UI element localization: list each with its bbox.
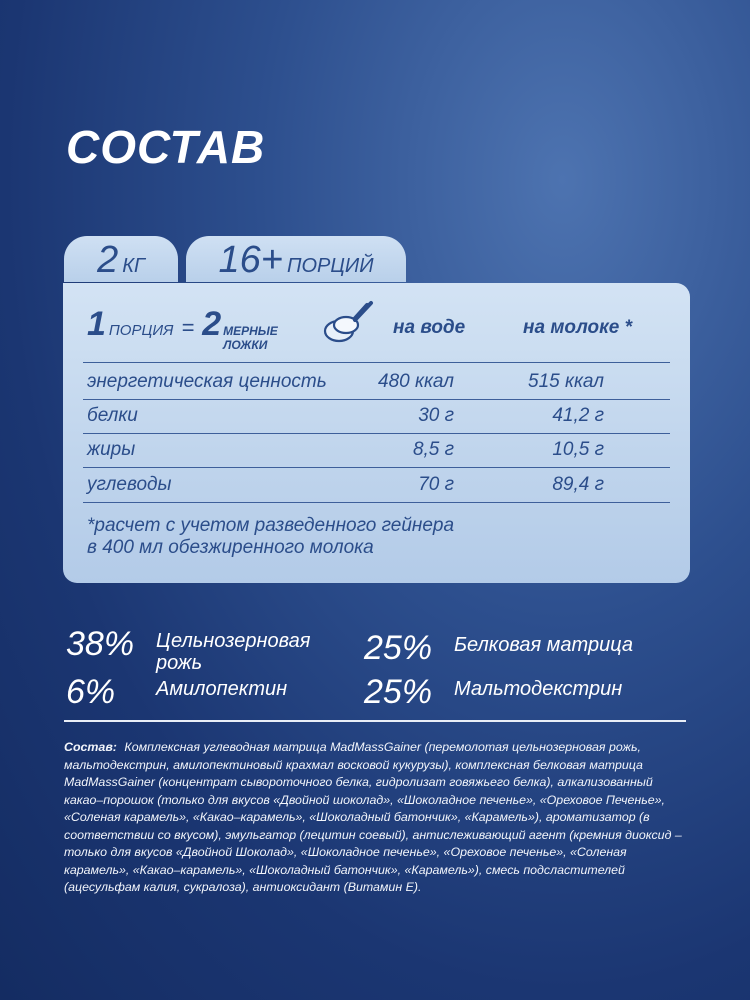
servings-badge bbox=[186, 236, 406, 282]
row-milk-value: 515 ккал bbox=[528, 371, 604, 392]
footnote-line2: в 400 мл обезжиренного молока bbox=[87, 537, 374, 558]
stat-item bbox=[364, 630, 633, 666]
row-milk-value: 41,2 г bbox=[552, 405, 604, 426]
row-label: энергетическая ценность bbox=[87, 371, 327, 392]
stat-item bbox=[66, 674, 287, 710]
servings-unit: ПОРЦИЙ bbox=[286, 255, 374, 277]
weight-badge bbox=[64, 236, 178, 282]
stat-description bbox=[156, 630, 310, 674]
nutrition-header bbox=[87, 303, 670, 352]
serving-equation bbox=[87, 305, 278, 352]
stat-description: Белковая матрица bbox=[454, 634, 633, 656]
stat-description: Амилопектин bbox=[156, 678, 288, 700]
milk-footnote bbox=[87, 515, 454, 559]
servings-value: 16+ bbox=[218, 239, 283, 281]
row-label: белки bbox=[87, 405, 138, 426]
stat-percent: 6% bbox=[66, 673, 116, 711]
nutrition-panel bbox=[63, 283, 690, 583]
ingredients-text bbox=[64, 739, 688, 897]
spoon-label-line2: ЛОЖКИ bbox=[223, 338, 268, 352]
stat-percent: 38% bbox=[66, 625, 135, 663]
ingredients-body: Комплексная углеводная матрица MadMassGainer (перемолотая цельнозерновая рожь, мальтодекстрин, амилопектиновый крахмал восковой кукурузы), комплексная белковая матрица MadMassGainer (концентрат сывороточного белка, гидролизат говяжьего белка), алкализованный какао–порошок (только для вкусов «Двойной шоколад», «Шоколадное печенье», «Ореховое Печенье», «Соленая карамель», «Какао–карамель», «Шоколадный батончик», «Карамель»), ароматизатор (в соответствии со вкусом), эмульгатор (лецитин соевый), антислеживающий агент (кремния диоксид – только для вкусов «Двойной Шоколад», «Шоколадное печенье», «Ореховое печенье», «Соленая карамель», «Какао–карамель», «Шоколадный батончик», «Карамель»), смесь подсластителей (ацесульфам калия, сукралоза), антиоксидант (Витамин Е). bbox=[64, 740, 682, 894]
row-milk-value: 10,5 г bbox=[552, 439, 604, 460]
spoon-label-line1: МЕРНЫЕ bbox=[223, 324, 278, 338]
equals-sign: = bbox=[181, 315, 195, 340]
footnote-line1: *расчет с учетом разведенного гейнера bbox=[87, 515, 455, 536]
table-row bbox=[87, 435, 670, 467]
stat-description-line1: Цельнозерновая bbox=[156, 630, 311, 652]
row-water-value: 70 г bbox=[418, 474, 454, 495]
column-milk: на молоке * bbox=[523, 317, 633, 338]
row-water-value: 30 г bbox=[418, 405, 454, 426]
row-water-value: 480 ккал bbox=[378, 371, 454, 392]
row-divider bbox=[83, 433, 670, 434]
spoon-count: 2 bbox=[202, 305, 222, 343]
table-row bbox=[87, 470, 670, 502]
stat-description: Мальтодекстрин bbox=[454, 678, 623, 700]
page-title: СОСТАВ bbox=[66, 121, 266, 173]
spoon-label bbox=[223, 324, 278, 352]
table-row bbox=[87, 401, 670, 433]
stat-percent: 25% bbox=[364, 673, 433, 711]
weight-value: 2 bbox=[97, 239, 119, 281]
stat-description-line2: рожь bbox=[156, 652, 203, 674]
table-row bbox=[87, 367, 670, 399]
header-divider bbox=[83, 362, 670, 363]
ingredients-label: Состав: bbox=[64, 740, 117, 754]
row-label: углеводы bbox=[87, 474, 172, 495]
weight-unit: КГ bbox=[122, 255, 145, 277]
row-milk-value: 89,4 г bbox=[552, 474, 604, 495]
stat-item bbox=[66, 626, 310, 674]
measuring-spoons-icon bbox=[319, 297, 375, 347]
row-divider bbox=[83, 502, 670, 503]
row-label: жиры bbox=[87, 439, 136, 460]
stat-percent: 25% bbox=[364, 629, 433, 667]
serving-word: ПОРЦИЯ bbox=[108, 322, 174, 339]
serving-count: 1 bbox=[87, 305, 106, 343]
section-divider bbox=[64, 720, 686, 722]
row-divider bbox=[83, 399, 670, 400]
stat-item bbox=[364, 674, 622, 710]
row-water-value: 8,5 г bbox=[412, 439, 454, 460]
column-water: на воде bbox=[393, 317, 466, 338]
row-divider bbox=[83, 467, 670, 468]
